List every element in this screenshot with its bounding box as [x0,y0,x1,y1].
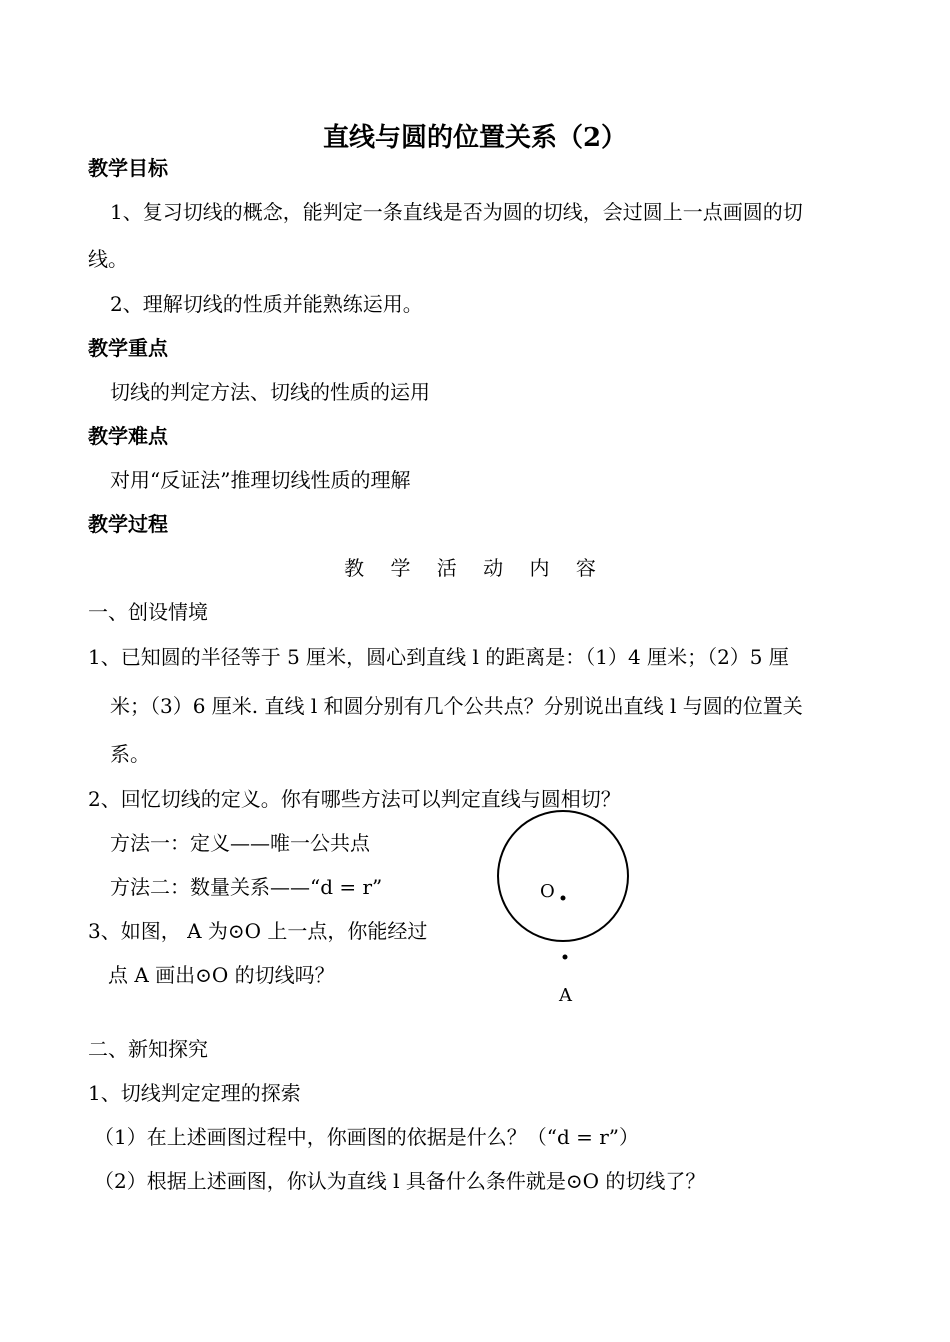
point-a-label: A [559,985,572,1006]
goal-1-line1: 1、复习切线的概念，能判定一条直线是否为圆的切线，会过圆上一点画圆的切 [110,200,803,224]
page-title: 直线与圆的位置关系（2） [322,123,628,153]
goals-heading: 教学目标 [88,156,168,180]
method-2: 方法二：数量关系——“d = r” [110,875,383,899]
part2-sub2: （2）根据上述画图，你认为直线 l 具备什么条件就是⊙O 的切线了？ [94,1169,706,1193]
center-label: O [540,881,555,902]
q3-line2: 点 A 画出⊙O 的切线吗？ [108,963,335,987]
key-text: 切线的判定方法、切线的性质的运用 [110,380,430,404]
part2-sub1: （1）在上述画图过程中，你画图的依据是什么？（“d = r”） [94,1125,640,1149]
goal-2: 2、理解切线的性质并能熟练运用。 [110,292,423,316]
point-a [563,955,568,960]
q1-line3: 系。 [110,742,150,766]
q1-line1: 1、已知圆的半径等于 5 厘米，圆心到直线 l 的距离是：（1）4 厘米；（2）5 厘 [88,645,789,669]
method-1: 方法一：定义——唯一公共点 [110,831,370,855]
difficulty-text: 对用“反证法”推理切线性质的理解 [110,468,411,492]
activity-heading: 教 学 活 动 内 容 [344,556,606,580]
center-point [561,896,566,901]
part2-heading: 二、新知探究 [88,1037,208,1061]
goal-1-line2: 线。 [88,247,128,271]
q1-line2: 米；（3）6 厘米. 直线 l 和圆分别有几个公共点？分别说出直线 l 与圆的位置关 [110,694,803,718]
q2: 2、回忆切线的定义。你有哪些方法可以判定直线与圆相切？ [88,787,621,811]
q3-line1: 3、如图， A 为⊙O 上一点，你能经过 [88,919,428,943]
circle-o [498,811,628,941]
part2-item1: 1、切线判定定理的探索 [88,1081,301,1105]
key-heading: 教学重点 [88,336,168,360]
difficulty-heading: 教学难点 [88,424,168,448]
part1-heading: 一、创设情境 [88,600,208,624]
process-heading: 教学过程 [88,512,168,536]
